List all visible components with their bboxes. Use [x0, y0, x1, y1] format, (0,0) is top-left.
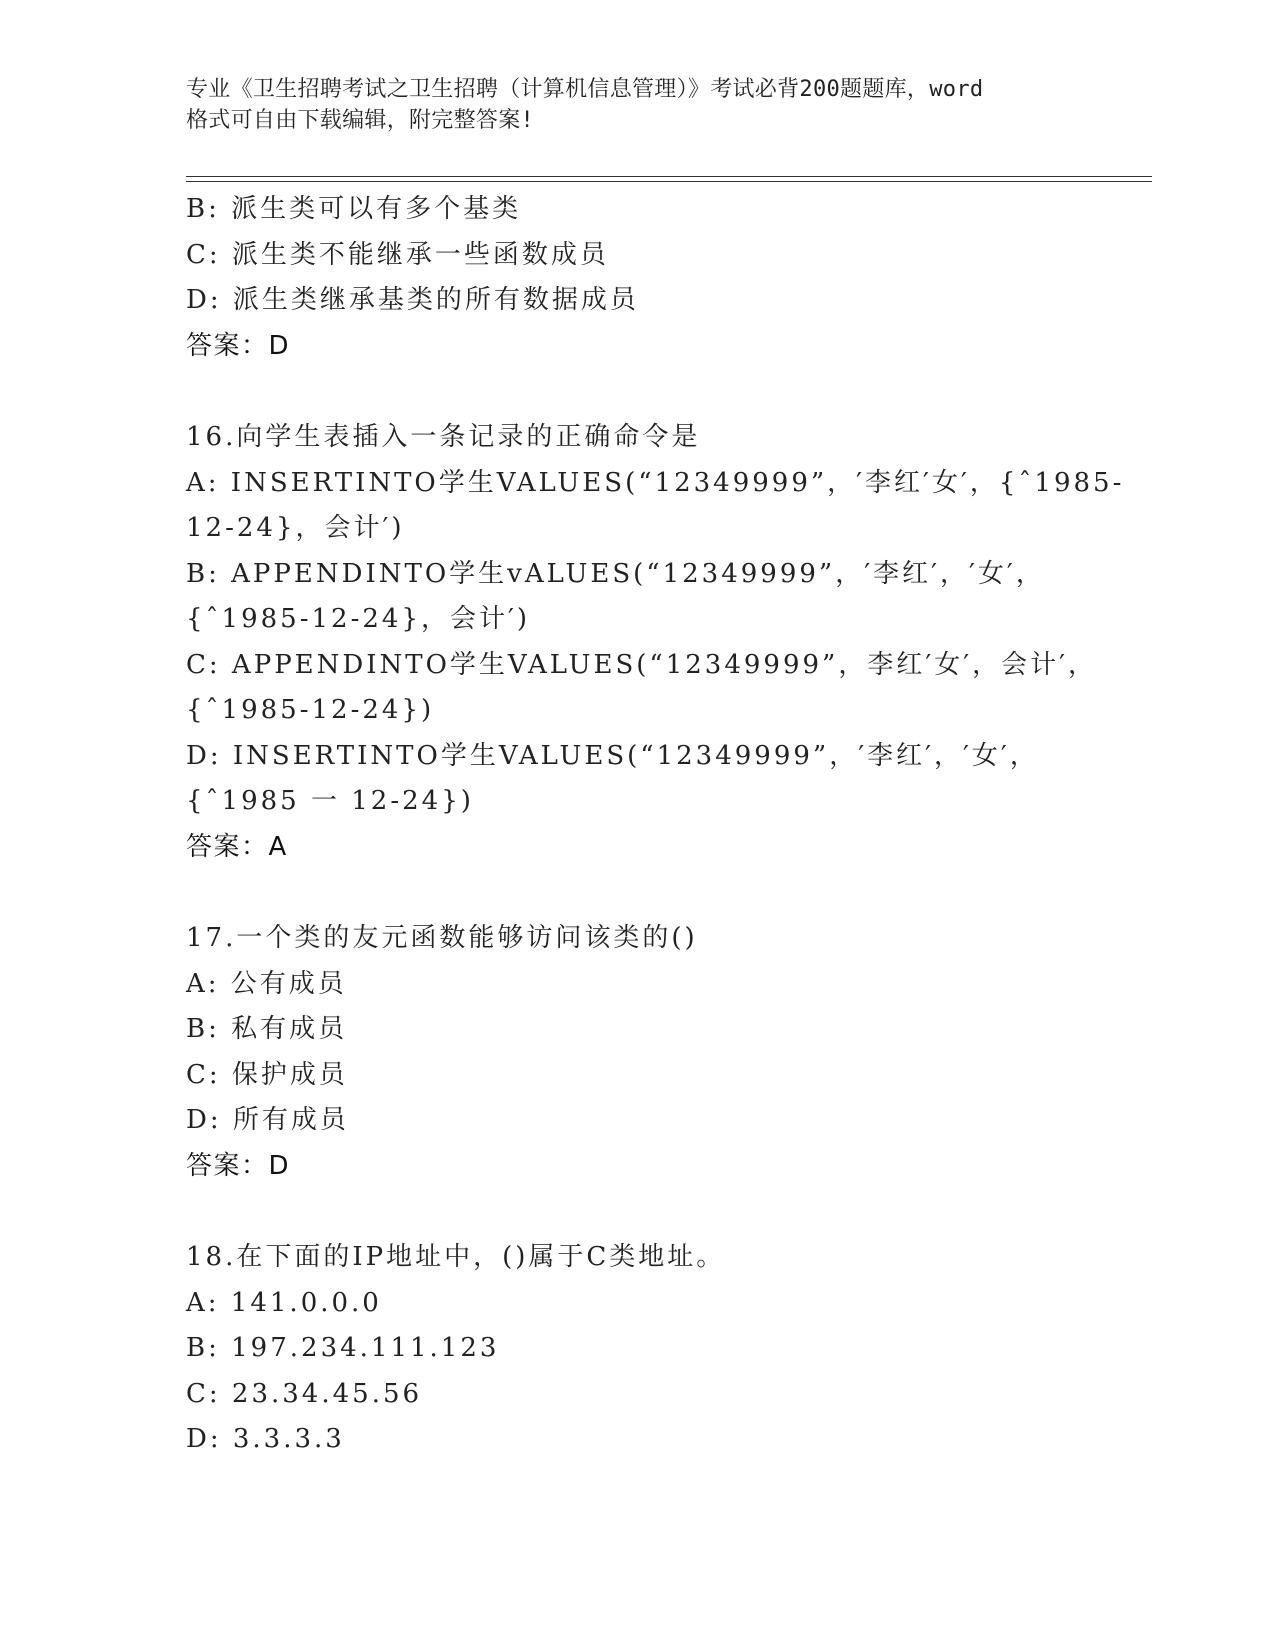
answer-line: 答案：D: [186, 1150, 291, 1181]
question-spacer: [186, 870, 1146, 916]
option-c: C: APPENDINTO学生VALUES(“12349999”，李红′女′，会计′，: [186, 649, 1098, 680]
option-d: D: 派生类继承基类的所有数据成员: [186, 285, 639, 315]
option-b: B: 197.234.111.123: [186, 1333, 500, 1363]
answer-line: 答案：D: [186, 330, 291, 361]
question-list: [186, 187, 1146, 1463]
question-text: 18.在下面的IP地址中，()属于C类地址。: [186, 1242, 726, 1272]
question-spacer: [186, 369, 1146, 415]
option-c: C: 保护成员: [186, 1059, 348, 1090]
option-b: B: 派生类可以有多个基类: [186, 194, 522, 224]
question-spacer: [186, 1189, 1146, 1235]
option-d: D: 所有成员: [186, 1105, 349, 1135]
header-subtitle-line: 格式可自由下载编辑，附完整答案!: [186, 108, 535, 133]
question-text: 17.一个类的友元函数能够访问该类的(): [186, 923, 698, 953]
header-divider-top: [186, 176, 1152, 177]
header-title-line: 专业《卫生招聘考试之卫生招聘（计算机信息管理）》考试必背200题题库，word: [186, 77, 984, 102]
option-b: B: 私有成员: [186, 1014, 348, 1044]
option-d: D: 3.3.3.3: [186, 1424, 345, 1454]
question-18: [186, 1235, 1146, 1463]
option-b: B: APPENDINTO学生vALUES(“12349999”，′李红′，′女′，: [186, 558, 1045, 589]
option-c: C: 23.34.45.56: [186, 1378, 423, 1409]
option-c-continued: {ˆ1985-12-24}): [186, 695, 435, 725]
option-c: C: 派生类不能继承一些函数成员: [186, 239, 609, 270]
option-a: A: 公有成员: [186, 968, 347, 999]
question-17: [186, 916, 1146, 1189]
question-15: [186, 187, 1146, 369]
question-16: [186, 415, 1146, 870]
header-divider-bottom: [186, 181, 1152, 182]
option-a: A: 141.0.0.0: [186, 1287, 382, 1318]
option-d-continued: {ˆ1985 一 12-24}): [186, 786, 474, 816]
option-a-continued: 12-24}，会计′): [186, 513, 405, 543]
document-header: [186, 74, 1086, 136]
option-b-continued: {ˆ1985-12-24}，会计′): [186, 604, 531, 634]
question-text: 16.向学生表插入一条记录的正确命令是: [186, 422, 701, 452]
option-d: D: INSERTINTO学生VALUES(“12349999”，′李红′，′女′，: [186, 740, 1039, 771]
option-a: A: INSERTINTO学生VALUES(“12349999”，′李红′女′，{ˆ1985-: [186, 467, 1125, 498]
answer-line: 答案：A: [186, 831, 288, 862]
